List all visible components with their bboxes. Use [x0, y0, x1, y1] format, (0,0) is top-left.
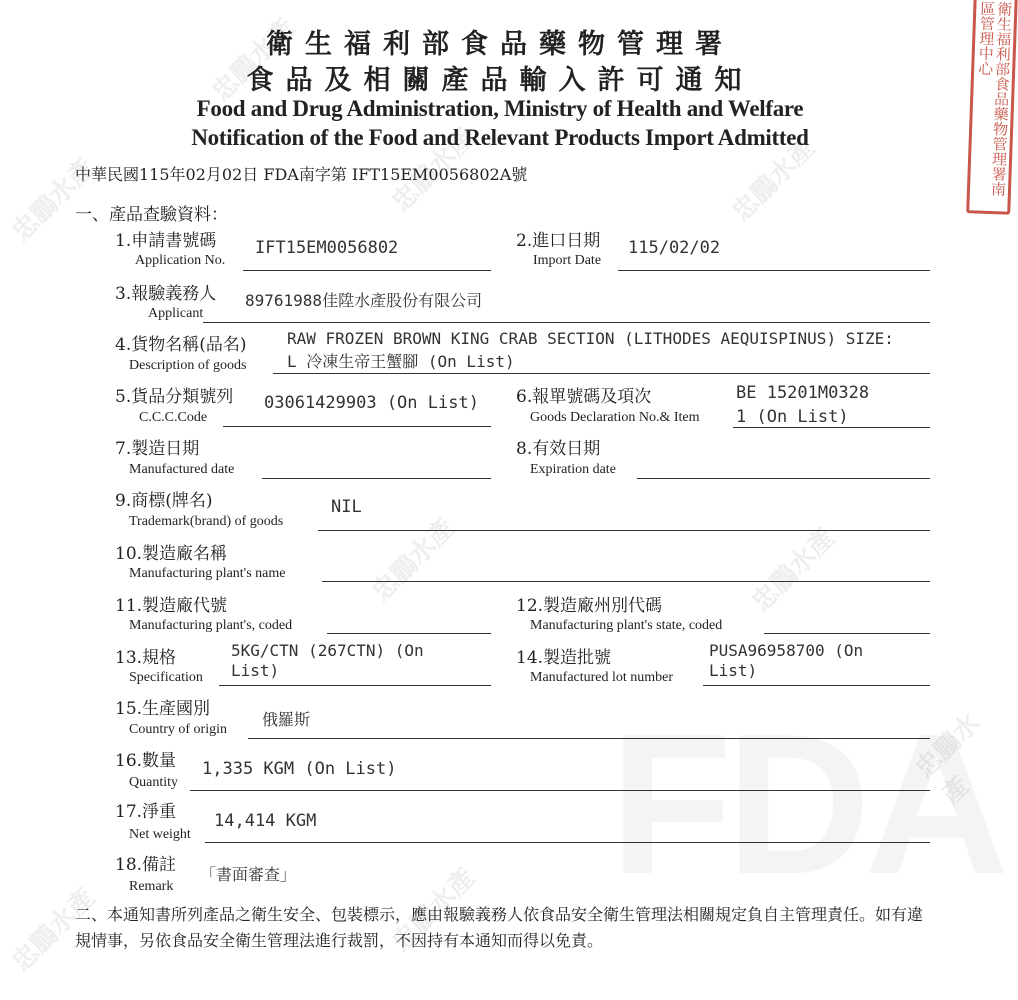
field-6-label-zh: 6.報單號碼及項次 [516, 387, 652, 407]
title-en-notice: Notification of the Food and Relevant Products Import Admitted [191, 125, 809, 150]
net-weight: 14,414 KGM [214, 811, 317, 831]
field-12-label-en: Manufacturing plant's state, coded [530, 618, 723, 633]
field-2-label-zh: 2.進口日期 [516, 231, 601, 251]
ccc-code: 03061429903 (On List) [264, 393, 479, 413]
field-10-underline [322, 581, 930, 582]
watermark-1: 忠鵬水產 [206, 12, 302, 108]
field-16-label-zh: 16.數量 [115, 751, 177, 771]
title-en-agency: Food and Drug Administration, Ministry of Health and Welfare [196, 96, 804, 121]
watermark-7: 忠鵬水產 [909, 708, 987, 811]
field-2-underline [618, 270, 930, 271]
field-8-label-zh: 8.有效日期 [516, 439, 601, 459]
watermark-6: 忠鵬水產 [746, 522, 842, 618]
field-2-label-en: Import Date [533, 253, 602, 268]
lot-number-line-1: PUSA96958700 (On [709, 641, 864, 660]
field-9-underline [318, 530, 930, 531]
field-15-label-en: Country of origin [129, 722, 227, 737]
import-date: 115/02/02 [628, 238, 721, 258]
applicant-name: 89761988佳陞水產股份有限公司 [245, 291, 483, 310]
field-11-label-zh: 11.製造廠代號 [115, 596, 228, 616]
goods-description-line-2: L 冷凍生帝王蟹腳 (On List) [287, 352, 515, 371]
field-16-label-en: Quantity [129, 775, 178, 790]
field-8-label-en: Expiration date [530, 462, 616, 477]
field-4-underline [273, 373, 930, 374]
field-1-underline [243, 270, 491, 271]
field-15-underline [248, 738, 930, 739]
application-number: IFT15EM0056802 [255, 238, 399, 258]
field-10-label-zh: 10.製造廠名稱 [115, 544, 228, 564]
field-12-underline [764, 633, 930, 634]
field-13-underline [219, 685, 491, 686]
goods-declaration-number: BE 15201M0328 [736, 383, 870, 403]
specification-line-1: 5KG/CTN (267CTN) (On [231, 641, 424, 660]
field-13-label-en: Specification [129, 670, 203, 685]
field-3-underline [203, 322, 930, 323]
field-17-underline [205, 842, 930, 843]
field-14-underline [703, 685, 930, 686]
field-11-label-en: Manufacturing plant's, coded [129, 618, 293, 633]
quantity: 1,335 KGM (On List) [202, 759, 397, 779]
field-17-label-zh: 17.淨重 [115, 802, 177, 822]
field-7-label-zh: 7.製造日期 [115, 439, 200, 459]
field-6-label-en: Goods Declaration No.& Item [530, 410, 700, 425]
field-17-label-en: Net weight [129, 827, 191, 842]
field-16-underline [190, 790, 930, 791]
field-6-underline [733, 427, 930, 428]
fda-watermark [610, 690, 1003, 920]
field-8-underline [637, 478, 930, 479]
country-of-origin: 俄羅斯 [262, 710, 311, 729]
reference-line: 中華民國115年02月02日 FDA南字第 IFT15EM0056802A號 [75, 165, 528, 184]
field-9-label-zh: 9.商標(牌名) [115, 491, 213, 511]
watermark-2: 忠鵬水產 [386, 122, 482, 218]
field-11-underline [327, 633, 491, 634]
goods-description-line-1: RAW FROZEN BROWN KING CRAB SECTION (LITHODES AEQUISPINUS) SIZE: [287, 329, 894, 348]
specification-line-2: List) [231, 661, 280, 680]
watermark-8: 忠鵬水產 [6, 882, 102, 978]
watermark-4: 忠鵬水產 [6, 152, 102, 248]
field-10-label-en: Manufacturing plant's name [129, 566, 286, 581]
field-15-label-zh: 15.生產國別 [115, 699, 211, 719]
section-1-heading: 一、產品查驗資料： [75, 205, 228, 225]
title-zh-notice: 食品及相關產品輸入許可通知 [246, 65, 754, 96]
field-1-label-en: Application No. [135, 253, 226, 268]
title-zh-agency: 衛生福利部食品藥物管理署 [266, 29, 734, 60]
remark: 「書面審查」 [200, 865, 297, 884]
lot-number-line-2: List) [709, 661, 758, 680]
field-1-label-zh: 1.申請書號碼 [115, 231, 217, 251]
field-4-label-zh: 4.貨物名稱(品名) [115, 335, 247, 355]
goods-declaration-item: 1 (On List) [736, 407, 849, 427]
trademark-brand: NIL [331, 497, 362, 517]
field-7-label-en: Manufactured date [129, 462, 235, 477]
field-18-label-zh: 18.備註 [115, 855, 177, 875]
field-5-label-zh: 5.貨品分類號列 [115, 387, 234, 407]
watermark-9: 忠鵬水產 [386, 862, 482, 958]
watermark-5: 忠鵬水產 [366, 512, 462, 608]
field-5-label-en: C.C.C.Code [139, 410, 208, 425]
field-13-label-zh: 13.規格 [115, 648, 177, 668]
field-5-underline [223, 426, 491, 427]
field-3-label-en: Applicant [148, 306, 204, 321]
watermark-3: 忠鵬水產 [726, 132, 822, 228]
field-7-underline [262, 478, 491, 479]
field-3-label-zh: 3.報驗義務人 [115, 284, 217, 304]
field-12-label-zh: 12.製造廠州別代碼 [516, 596, 663, 616]
field-4-label-en: Description of goods [129, 358, 247, 373]
field-18-label-en: Remark [129, 879, 174, 894]
field-14-label-zh: 14.製造批號 [516, 648, 612, 668]
field-14-label-en: Manufactured lot number [530, 670, 674, 685]
footer-notice: 二、本通知書所列產品之衛生安全、包裝標示，應由報驗義務人依食品安全衛生管理法相關規定負自主管理責任。如有違規情事，另依食品安全衛生管理法進行裁罰，不因持有本通知而得以免責。 [75, 905, 924, 950]
field-9-label-en: Trademark(brand) of goods [129, 514, 284, 529]
official-seal-stamp: 衛生福利部食品藥物管理署南區管理中心 [966, 0, 1018, 215]
